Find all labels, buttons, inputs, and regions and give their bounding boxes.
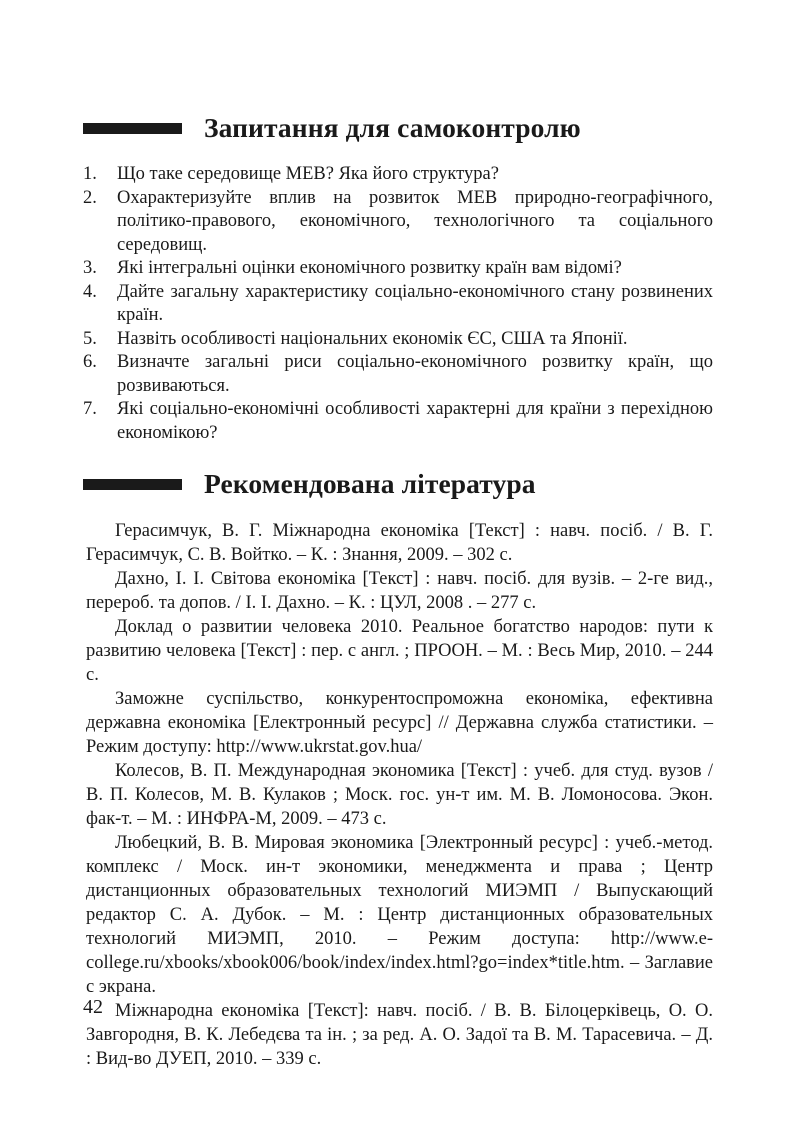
reference-entry: Заможне суспільство, конкурентоспроможна економіка, ефективна державна економіка [Електронный ресурс] // Державна служба статистики. – Режим доступу: http://www.ukrstat.gov.hua/ [86,689,713,757]
question-text: Які соціально-економічні особливості характерні для країни з перехідною економікою? [117,399,713,443]
reference-entry: Герасимчук, В. Г. Міжнародна економіка [Текст] : навч. посіб. / В. Г. Герасимчук, С. В. Войтко. – К. : Знання, 2009. – 302 с. [86,521,713,565]
list-item [83,163,713,187]
reference-entry: Дахно, І. І. Світова економіка [Текст] : навч. посіб. для вузів. – 2-ге вид., перероб. та допов. / І. І. Дахно. – К. : ЦУЛ, 2008 . – 277 с. [86,569,713,613]
reference-entry: Колесов, В. П. Международная экономика [Текст] : учеб. для студ. вузов / В. П. Колесов, М. В. Кулаков ; Моск. гос. ун-т им. М. В. Ломоносова. Экон. фак-т. – М. : ИНФРА-М, 2009. – 473 с. [86,761,713,829]
list-item [83,351,713,398]
reference-entry: Доклад о развитии человека 2010. Реальное богатство народов: пути к развитию человека [Текст] : пер. с англ. ; ПРООН. – М. : Весь Мир, 2010. – 244 с. [86,617,713,685]
question-text: Дайте загальну характеристику соціально-економічного стану розвинених країн. [117,281,713,325]
section-title: Рекомендована література [204,468,536,499]
reference-entry: Любецкий, В. В. Мировая экономика [Электронный ресурс] : учеб.-метод. комплекс / Моск. ин-т экономики, менеджмента и права ; Центр дистанционных образовательных технологий МИЭМП / Выпускающий редактор С. А. Дубок. – М. : Центр дистанционных образовательных технологий МИЭМП, 2010. – Режим доступа: http://www.e-college.ru/xbooks/xbook006/book/index/index.html?go=index*title.htm. – Заглавие с экрана. [86,833,713,997]
question-text: Назвіть особливості національних економік ЄС, США та Японії. [117,328,628,349]
section-heading-self-control [83,112,581,144]
question-text: Що таке середовище МЕВ? Яка його структура? [117,164,499,184]
question-number: 4. [83,281,97,302]
question-list [83,163,713,445]
question-text: Охарактеризуйте вплив на розвиток МЕВ природно-географічного, політико-правового, економічного, технологічного та соціального середовищ. [117,187,713,255]
reference-list [86,519,713,1071]
question-text: Визначте загальні риси соціально-економічного розвитку країн, що розвиваються. [117,352,713,396]
section-heading-literature [83,468,536,500]
list-item [83,328,713,352]
question-number: 1. [83,164,97,184]
section-title: Запитання для самоконтролю [204,112,581,143]
question-number: 2. [83,187,97,208]
page-number: 42 [83,996,103,1018]
question-text: Які інтегральні оцінки економічного розвитку країн вам відомі? [117,258,622,278]
list-item [83,398,713,445]
list-item [83,187,713,258]
heading-bar [83,479,182,490]
question-number: 6. [83,352,97,372]
question-number: 3. [83,258,97,278]
question-number: 5. [83,328,97,349]
heading-bar [83,123,182,134]
list-item [83,281,713,328]
reference-entry: Міжнародна економіка [Текст]: навч. посіб. / В. В. Білоцерківець, О. О. Завгородня, В. К. Лебедєва та ін. ; за ред. А. О. Задої та В. М. Тарасевича. – Д. : Вид-во ДУЕП, 2010. – 339 с. [86,1001,713,1069]
question-number: 7. [83,399,97,419]
list-item [83,257,713,281]
